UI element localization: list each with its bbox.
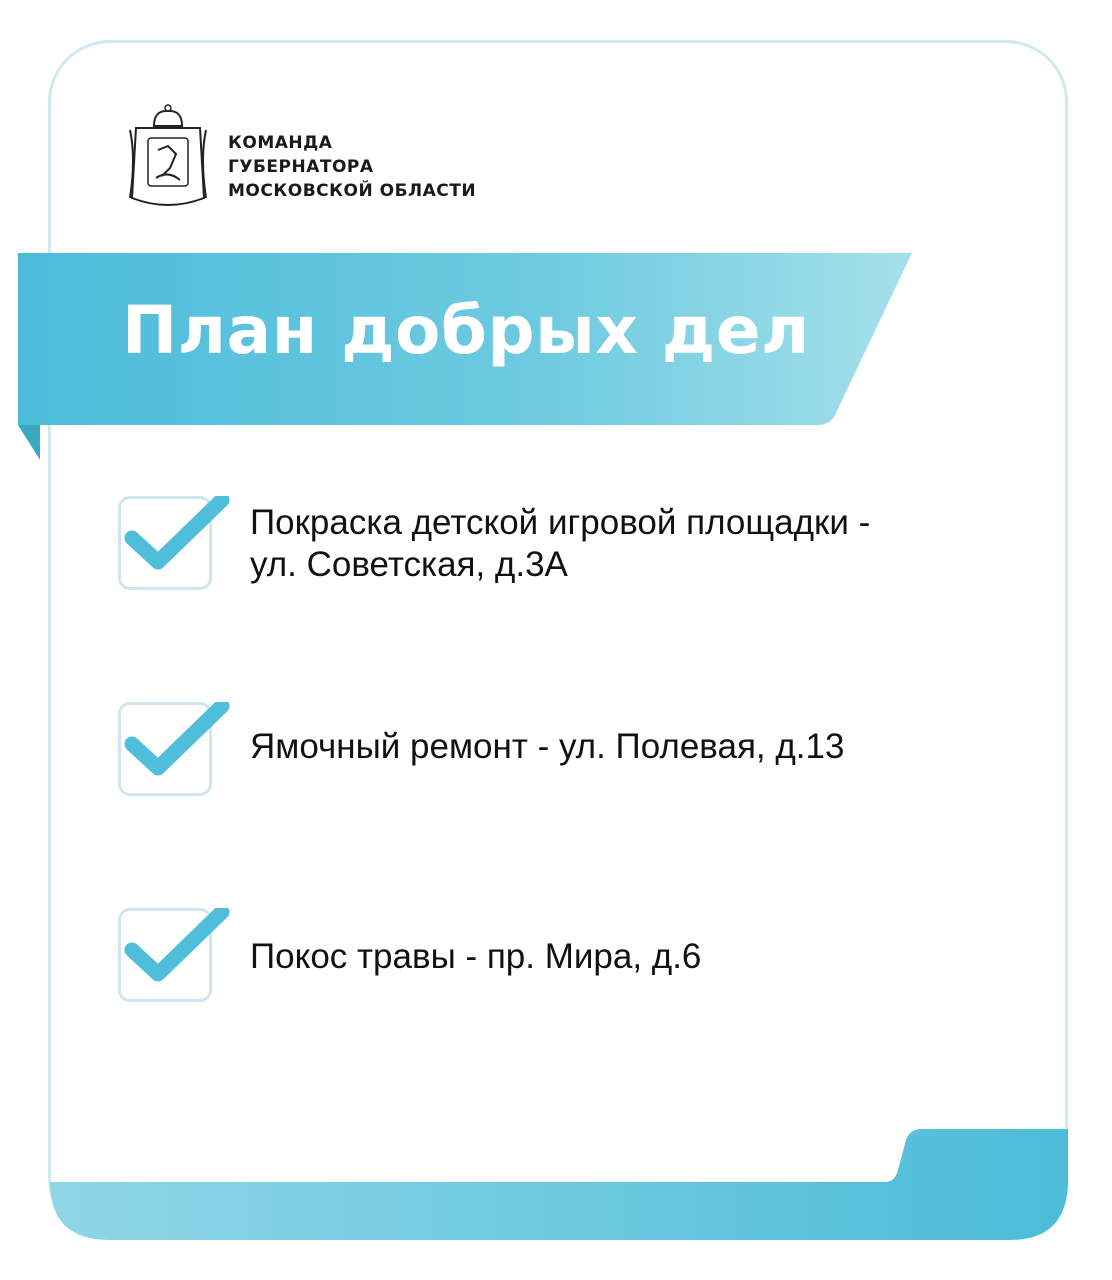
checkmark-icon: [118, 908, 238, 1008]
org-line-2: ГУБЕРНАТОРА: [228, 157, 374, 177]
organization-name: [228, 131, 476, 203]
checkmark-icon: [118, 496, 238, 596]
item-text: Ямочный ремонт - ул. Полевая, д.13: [250, 727, 845, 766]
item-text: [250, 502, 870, 586]
title-banner: [0, 0, 1112, 480]
coat-of-arms-logo: [126, 98, 210, 210]
item-text-line: ул. Советская, д.3А: [250, 545, 568, 584]
org-line-1: КОМАНДА: [228, 133, 333, 153]
item-text-line: Покраска детской игровой площадки -: [250, 503, 871, 542]
page-title: План добрых дел: [122, 292, 810, 369]
checkmark-icon: [118, 702, 238, 802]
item-text: Покос травы - пр. Мира, д.6: [250, 937, 702, 976]
org-line-3: МОСКОВСКОЙ ОБЛАСТИ: [228, 181, 477, 201]
